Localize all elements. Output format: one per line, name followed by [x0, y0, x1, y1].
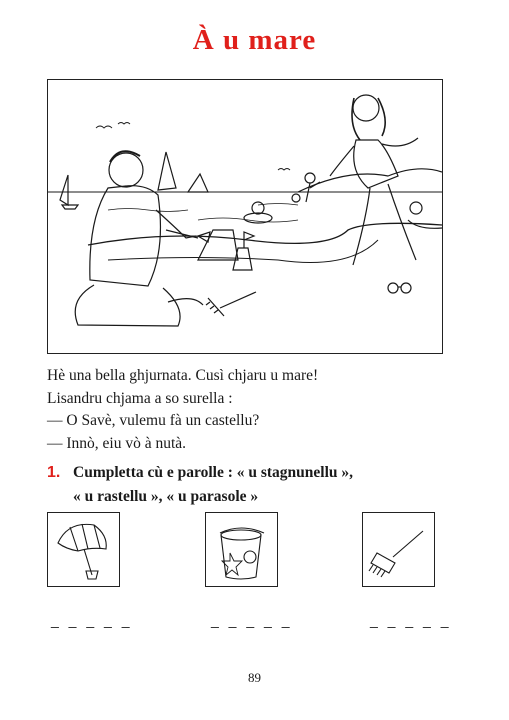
- bucket-icon: [206, 513, 277, 586]
- bucket-picture: [205, 512, 278, 587]
- page-number: 89: [248, 670, 261, 685]
- story-line: Lisandru chjama a so surella :: [47, 389, 233, 407]
- parasol-icon: [48, 513, 119, 586]
- answer-blank: _ _ _ _ _: [370, 612, 452, 628]
- parasol-picture: [47, 512, 120, 587]
- answer-blank: _ _ _ _ _: [51, 612, 133, 628]
- answer-blank: _ _ _ _ _: [211, 612, 293, 628]
- story-line: Hè una bella ghjurnata. Cusì chjaru u mare!: [47, 367, 319, 384]
- story-line: — O Savè, vulemu fà un castellu?: [47, 412, 260, 429]
- story-text: [47, 365, 447, 455]
- beach-illustration: [47, 79, 443, 354]
- exercise-line: Cumpletta cù e parolle : « u stagnunellu »,: [73, 464, 354, 481]
- rake-picture: [362, 512, 435, 587]
- page-title: À u mare: [192, 24, 317, 56]
- story-line: — Innò, eiu vò à nutà.: [47, 434, 187, 452]
- rake-icon: [363, 513, 434, 586]
- exercise-line: « u rastellu », « u parasole »: [73, 488, 259, 505]
- exercise-number: 1.: [47, 464, 61, 481]
